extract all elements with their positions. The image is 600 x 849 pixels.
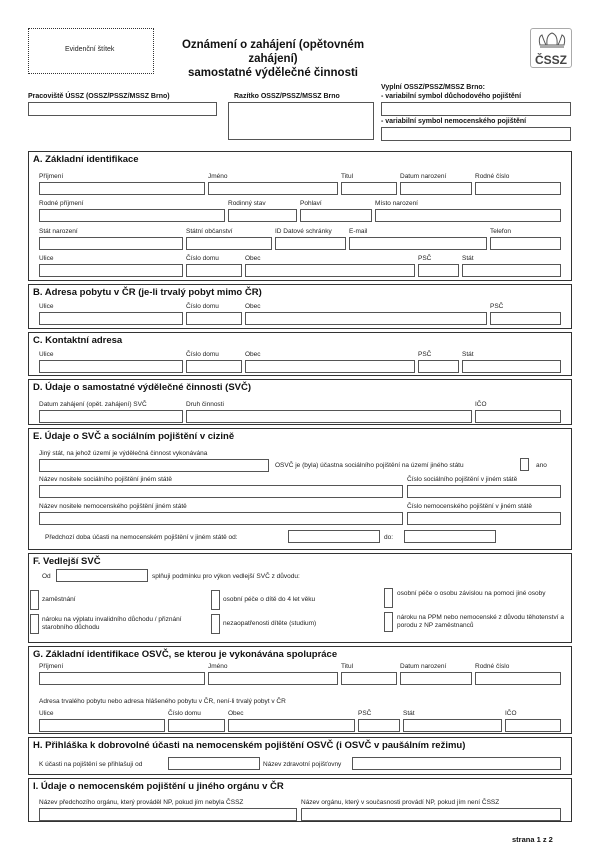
label-psc-a: PSČ [418,255,432,262]
vs-sickness-label: - variabilní symbol nemocenského pojištění [381,118,527,125]
label-id-datove-schranky: ID Datové schránky [275,228,332,235]
label-pece-osoba: osobní péče o osobu závislou na pomoci jiné osoby [397,590,546,597]
label-obec-b: Obec [245,303,261,310]
label-adresa-g: Adresa trvalého pobytu nebo adresa hlášeného pobytu v ČR, není-li trvalý pobyt v ČR [39,698,286,705]
cislo-domu-b-field[interactable] [186,312,242,325]
ppm-checkbox[interactable] [384,612,393,632]
evidence-stamp-label: Evidenční štítek [65,46,115,53]
label-do: do: [384,534,394,541]
label-zdravotni: Název zdravotní pojišťovny [263,761,342,768]
statni-obcanstvi-field[interactable] [186,237,272,250]
misto-narozeni-field[interactable] [375,209,561,222]
label-obec-a: Obec [245,255,261,262]
label-predchozi-organ: Název předchozího orgánu, který prováděl NP, pokud jím nebyla ČSSZ [39,799,244,806]
titul-field[interactable] [341,182,397,195]
druh-cinnosti-field[interactable] [186,410,472,423]
invalidni-duchod-checkbox[interactable] [30,614,39,634]
predchozi-organ-field[interactable] [39,808,297,821]
cislo-nem-field[interactable] [407,512,561,525]
ulice-g-field[interactable] [39,719,165,732]
label-k-ucasti: K účasti na pojištění se přihlašuji od [39,761,143,768]
label-telefon: Telefon [490,228,511,235]
cislo-domu-g-field[interactable] [168,719,225,732]
section-c-title: C. Kontaktní adresa [33,335,123,346]
nazev-nem-field[interactable] [39,512,403,525]
label-nazev-nem: Název nositele nemocenského pojištění jiném státě [39,503,187,510]
ossz-fill-label: Vyplní OSSZ/PSSZ/MSSZ Brno: [381,84,485,91]
logo-text: ČSSZ [534,53,567,67]
datum-zahajeni-field[interactable] [39,410,183,423]
label-soucasny-organ: Název orgánu, který v současnosti provádí NP, pokud jím není ČSSZ [301,799,500,806]
label-jmeno-g: Jméno [208,663,228,670]
id-datove-schranky-field[interactable] [275,237,346,250]
telefon-field[interactable] [490,237,561,250]
label-cislo-nem: Číslo nemocenského pojištění v jiném státě [407,503,533,510]
section-a-title: A. Základní identifikace [33,154,139,165]
label-ulice-c: Ulice [39,351,54,358]
label-prijmeni-g: Příjmení [39,663,64,670]
label-ulice-a: Ulice [39,255,54,262]
section-g-title: G. Základní identifikace OSVČ, se kterou je vykonávána spolupráce [33,649,338,660]
stat-a-field[interactable] [462,264,561,277]
section-b-title: B. Adresa pobytu v ČR (je-li trvalý pobyt mimo ČR) [33,287,262,298]
label-stat-c: Stát [462,351,474,358]
nezaopatrenost-checkbox[interactable] [211,614,220,634]
label-pohlavi: Pohlaví [300,200,322,207]
label-email: E-mail [349,228,368,235]
vedlejsi-od-field[interactable] [56,569,148,582]
section-f-title: F. Vedlejší SVČ [33,556,101,567]
stat-narozeni-field[interactable] [39,237,183,250]
psc-g-field[interactable] [358,719,400,732]
label-datum-zahajeni: Datum zahájení (opět. zahájení) SVČ [39,401,147,408]
cislo-soc-field[interactable] [407,485,561,498]
datum-narozeni-field[interactable] [400,182,472,195]
label-invalidni-duchod: nároku na výplatu invalidního důchodu / přiznání starobního důchodu [42,616,182,631]
pece-osoba-checkbox[interactable] [384,588,393,608]
vs-sickness-field[interactable] [381,127,571,141]
label-zamestnani: zaměstnání [42,596,76,603]
prijmeni-field[interactable] [39,182,205,195]
label-ppm: nároku na PPM nebo nemocenské z důvodu těhotenství a porodu z NP zaměstnanců [397,614,564,629]
label-psc-g: PSČ [358,710,372,717]
vs-pension-label: - variabilní symbol důchodového pojištění [381,93,522,100]
psc-b-field[interactable] [490,312,561,325]
label-datum-narozeni: Datum narození [400,173,447,180]
pohlavi-field[interactable] [300,209,372,222]
ulice-b-field[interactable] [39,312,183,325]
email-field[interactable] [349,237,487,250]
predchozi-od-field[interactable] [288,530,380,543]
label-rodinny-stav: Rodinný stav [228,200,266,207]
label-druh-cinnosti: Druh činnosti [186,401,224,408]
label-statni-obcanstvi: Státní občanství [186,228,233,235]
obec-a-field[interactable] [245,264,415,277]
label-ico-g: IČO [505,710,517,717]
pece-dite-checkbox[interactable] [211,590,220,610]
section-i-title: I. Údaje o nemocenském pojištění u jiného orgánu v ČR [33,781,284,792]
label-titul-g: Titul [341,663,354,670]
label-osvc-ucastna: OSVČ je (byla) účastna sociálního pojištění na území jiného státu [275,462,464,469]
predchozi-do-field[interactable] [404,530,496,543]
label-psc-b: PSČ [490,303,504,310]
cislo-domu-c-field[interactable] [186,360,242,373]
label-cislo-domu-a: Číslo domu [186,255,219,262]
ulice-a-field[interactable] [39,264,183,277]
stamp-field[interactable] [228,102,374,140]
label-cislo-soc: Číslo sociálního pojištění v jiném státě [407,476,518,483]
rodinny-stav-field[interactable] [228,209,297,222]
jiny-stat-field[interactable] [39,459,269,472]
label-splnuji: splňuji podmínku pro výkon vedlejší SVČ z důvodu: [152,573,300,580]
zamestnani-checkbox[interactable] [30,590,39,610]
rodne-prijmeni-field[interactable] [39,209,225,222]
stat-g-field[interactable] [403,719,502,732]
label-od: Od [42,573,51,580]
label-ulice-g: Ulice [39,710,54,717]
label-ico-d: IČO [475,401,487,408]
cssz-logo [530,28,572,68]
k-ucasti-field[interactable] [168,757,260,770]
label-jmeno: Jméno [208,173,228,180]
section-e-title: E. Údaje o SVČ a sociálním pojištění v cizině [33,431,235,442]
psc-a-field[interactable] [418,264,459,277]
nazev-soc-field[interactable] [39,485,403,498]
label-rodne-prijmeni: Rodné příjmení [39,200,84,207]
label-prijmeni: Příjmení [39,173,64,180]
label-stat-a: Stát [462,255,474,262]
label-pece-dite: osobní péče o dítě do 4 let věku [223,596,316,603]
jmeno-field[interactable] [208,182,338,195]
datum-narozeni-g-field[interactable] [400,672,472,685]
rodne-cislo-g-field[interactable] [475,672,561,685]
label-rodne-cislo: Rodné číslo [475,173,510,180]
label-stat-narozeni: Stát narození [39,228,78,235]
label-cislo-domu-b: Číslo domu [186,303,219,310]
workplace-field[interactable] [28,102,217,116]
stamp-label: Razítko OSSZ/PSSZ/MSSZ Brno [234,93,340,100]
titul-g-field[interactable] [341,672,397,685]
rodne-cislo-field[interactable] [475,182,561,195]
label-ano: ano [536,462,547,469]
workplace-label: Pracoviště ÚSSZ (OSSZ/PSSZ/MSSZ Brno) [28,93,170,100]
label-cislo-domu-c: Číslo domu [186,351,219,358]
label-datum-narozeni-g: Datum narození [400,663,447,670]
label-stat-g: Stát [403,710,415,717]
label-jiny-stat: Jiný stát, na jehož území je výdělečná činnost vykonávána [39,450,208,457]
ico-d-field[interactable] [475,410,561,423]
obec-c-field[interactable] [245,360,415,373]
label-nazev-soc: Název nositele sociálního pojištění jiném státě [39,476,172,483]
obec-g-field[interactable] [228,719,355,732]
label-rodne-cislo-g: Rodné číslo [475,663,510,670]
obec-b-field[interactable] [245,312,487,325]
label-nezaopatrenost: nezaopatřenosti dítěte (studium) [223,620,317,627]
ano-checkbox[interactable] [520,458,529,471]
soucasny-organ-field[interactable] [301,808,561,821]
label-obec-g: Obec [228,710,244,717]
label-predchozi-od: Předchozí doba účasti na nemocenském pojištění v jiném státě od: [45,534,238,541]
label-misto-narozeni: Místo narození [375,200,418,207]
cssz-lily-icon [532,31,572,53]
section-d-title: D. Údaje o samostatné výdělečné činnosti (SVČ) [33,382,252,393]
cislo-domu-a-field[interactable] [186,264,242,277]
label-ulice-b: Ulice [39,303,54,310]
prijmeni-g-field[interactable] [39,672,205,685]
label-titul: Titul [341,173,354,180]
zdravotni-field[interactable] [352,757,561,770]
label-obec-c: Obec [245,351,261,358]
jmeno-g-field[interactable] [208,672,338,685]
psc-c-field[interactable] [418,360,459,373]
label-psc-c: PSČ [418,351,432,358]
stat-c-field[interactable] [462,360,561,373]
vs-pension-field[interactable] [381,102,571,116]
ico-g-field[interactable] [505,719,561,732]
form-title: Oznámení o zahájení (opětovném zahájení) samostatné výdělečné činnosti [181,39,365,79]
ulice-c-field[interactable] [39,360,183,373]
section-h-title: H. Přihláška k dobrovolné účasti na nemocenském pojištění OSVČ (i OSVČ v paušálním režimu) [33,740,466,751]
page-number: strana 1 z 2 [512,835,553,844]
label-cislo-domu-g: Číslo domu [168,710,201,717]
